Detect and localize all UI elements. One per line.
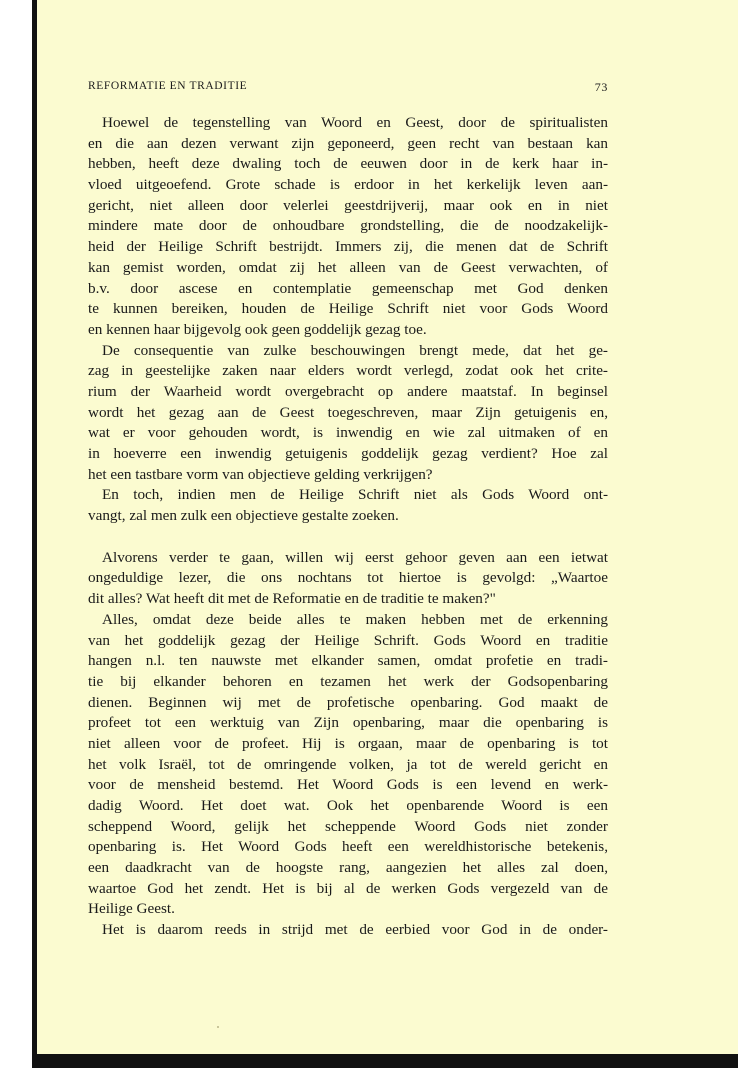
text-line: te kunnen bereiken, houden de Heilige Schrift niet voor Gods Woord — [88, 300, 608, 318]
text-line: waartoe God het zendt. Het is bij al de werken Gods vergezeld van de — [88, 879, 608, 897]
text-line: dadig Woord. Het doet wat. Ook het openbarende Woord is een — [88, 797, 608, 814]
text-line: mindere mate door de onhoudbare grondstelling, die de noodzakelijk- — [88, 217, 608, 235]
text-line: De consequentie van zulke beschouwingen brengt mede, dat het ge- — [102, 341, 608, 359]
text-line: En toch, indien men de Heilige Schrift niet als Gods Woord ont- — [102, 486, 608, 504]
text-line: ongeduldige lezer, die ons nochtans tot hiertoe is gevolgd: „Waartoe — [88, 569, 608, 587]
text-line: profeet tot een werktuig van Zijn openbaring, maar die openbaring is — [88, 714, 608, 732]
text-line: wordt het gezag aan de Geest toegeschreven, maar Zijn getuigenis en, — [88, 403, 608, 421]
text-line: vangt, zal men zulk een objectieve gestalte zoeken. — [88, 507, 399, 525]
running-head-title: REFORMATIE EN TRADITIE — [88, 80, 248, 92]
page-number: 73 — [594, 80, 608, 94]
body-text — [88, 113, 608, 941]
text-line: dienen. Beginnen wij met de profetische openbaring. God maakt de — [88, 693, 608, 711]
text-line: rium der Waarheid wordt overgebracht op andere maatstaf. In beginsel — [88, 382, 608, 400]
text-line: Heilige Geest. — [88, 900, 175, 918]
text-line: het volk Israël, tot de omringende volken, ja tot de wereld gericht en — [88, 755, 608, 773]
text-line: Alles, omdat deze beide alles te maken hebben met de erkenning — [102, 610, 608, 628]
section-break — [88, 527, 608, 548]
text-line: van het goddelijk gezag der Heilige Schrift. Gods Woord en traditie — [88, 631, 608, 649]
running-head — [88, 80, 608, 100]
scan-bottom-edge — [32, 1054, 738, 1068]
text-line: Het is daarom reeds in strijd met de eerbied voor God in de onder- — [102, 921, 608, 939]
text-line: openbaring is. Het Woord Gods heeft een wereldhistorische betekenis, — [88, 838, 608, 856]
text-line: en kennen haar bijgevolg ook geen goddelijk gezag toe. — [88, 320, 427, 338]
text-line: vloed uitgeoefend. Grote schade is erdoor in het kerkelijk leven aan- — [88, 176, 608, 194]
text-line: hangen n.l. ten nauwste met elkander samen, omdat profetie en tradi- — [88, 652, 608, 670]
text-line: voor de mensheid bestemd. Het Woord Gods is een levend en werk- — [88, 776, 608, 794]
text-line: en die aan dezen verwant zijn geponeerd, geen recht van bestaan kan — [88, 134, 608, 152]
text-line: dit alles? Wat heeft dit met de Reformatie en de traditie te maken?" — [88, 590, 496, 608]
paper-speck — [217, 1026, 219, 1028]
text-line: een daadkracht van de hoogste rang, aangezien het alles zal doen, — [88, 859, 608, 877]
text-line: gericht, niet alleen door velerlei geestdrijverij, maar ook en in niet — [88, 196, 608, 214]
text-line: Alvorens verder te gaan, willen wij eerst gehoor geven aan een ietwat — [102, 548, 608, 566]
text-line: hebben, heeft deze dwaling toch de eeuwen door in de kerk haar in- — [88, 155, 608, 173]
text-line: niet alleen voor de profeet. Hij is orgaan, maar de openbaring is tot — [88, 734, 608, 752]
text-line: Hoewel de tegenstelling van Woord en Geest, door de spiritualisten — [102, 114, 608, 131]
text-line: heid der Heilige Schrift bestrijdt. Immers zij, die menen dat de Schrift — [88, 238, 608, 256]
text-line: b.v. door ascese en contemplatie gemeenschap met God denken — [88, 279, 608, 297]
text-line: kan gemist worden, omdat zij het alleen van de Geest verwachten, of — [88, 258, 608, 276]
text-line: tie bij elkander behoren en tezamen het werk der Godsopenbaring — [88, 672, 608, 690]
text-line: in hoeverre een inwendig getuigenis goddelijk gezag verdient? Hoe zal — [88, 445, 608, 462]
text-line: het een tastbare vorm van objectieve gelding verkrijgen? — [88, 465, 433, 483]
text-line: scheppend Woord, gelijk het scheppende Woord Gods niet zonder — [88, 817, 608, 835]
text-line: zag in geestelijke zaken naar elders wordt verlegd, zodat ook het crite- — [88, 362, 608, 380]
text-line: wat er voor gehouden wordt, is inwendig en wie zal uitmaken of en — [88, 424, 608, 442]
